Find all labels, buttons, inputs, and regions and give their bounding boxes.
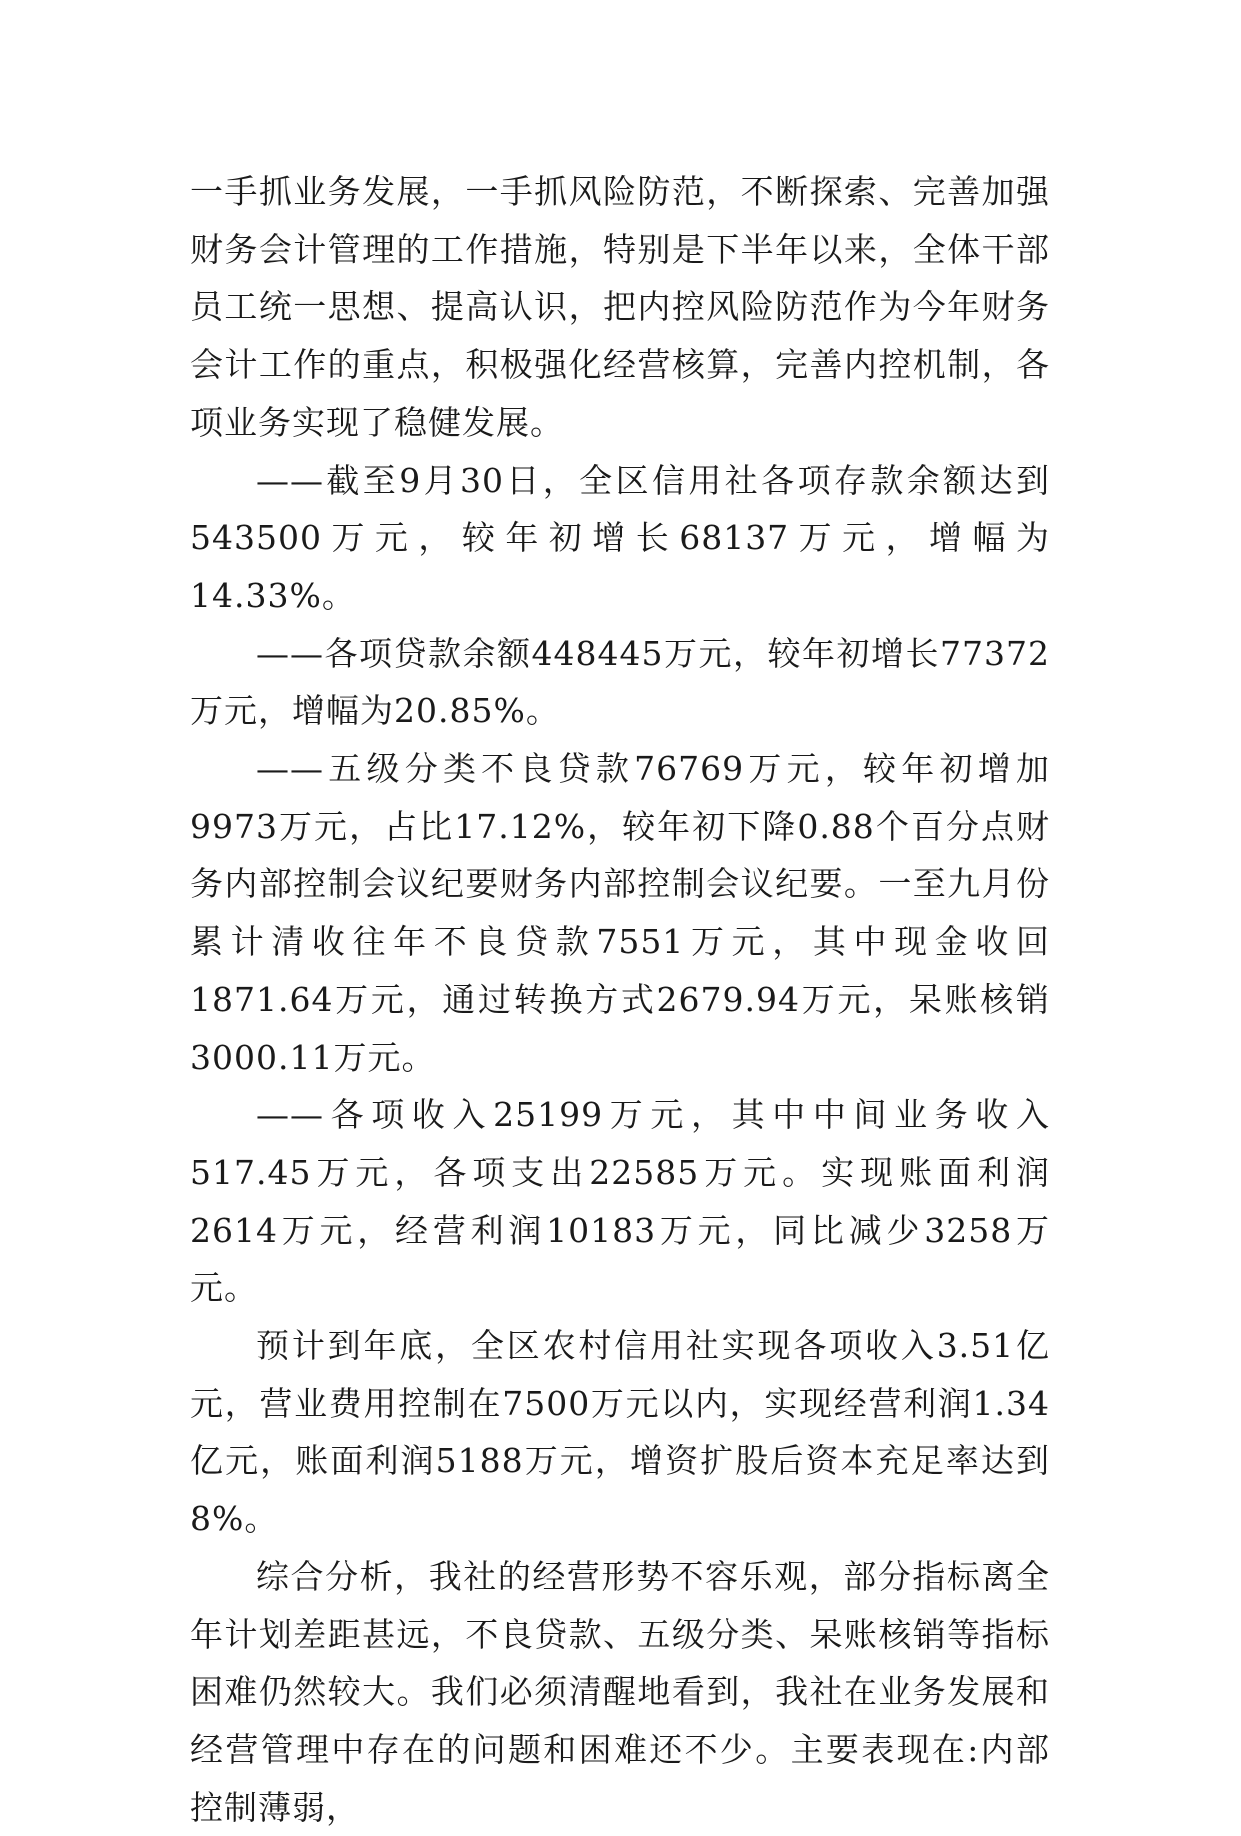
- paragraph-forecast: 预计到年底，全区农村信用社实现各项收入3.51亿元，营业费用控制在7500万元以内，实现经营利润1.34亿元，账面利润5188万元，增资扩股后资本充足率达到8%。: [190, 1326, 1050, 1539]
- document-body: [190, 163, 1050, 1836]
- paragraph-non-performing-loans: ——五级分类不良贷款76769万元，较年初增加9973万元，占比17.12%，较年初下降0.88个百分点财务内部控制会议纪要财务内部控制会议纪要。一至九月份累计清收往年不良贷款7551万元，其中现金收回1871.64万元，通过转换方式2679.94万元，呆账核销3000.11万元。: [190, 749, 1050, 1077]
- paragraph-analysis: 综合分析，我社的经营形势不容乐观，部分指标离全年计划差距甚远，不良贷款、五级分类、呆账核销等指标困难仍然较大。我们必须清醒地看到，我社在业务发展和经营管理中存在的问题和困难还不少。主要表现在:内部控制薄弱，: [190, 1556, 1050, 1827]
- paragraph-deposits: ——截至9月30日，全区信用社各项存款余额达到543500万元，较年初增长68137万元，增幅为14.33%。: [190, 460, 1050, 615]
- paragraph-income: ——各项收入25199万元，其中中间业务收入517.45万元，各项支出22585万元。实现账面利润2614万元，经营利润10183万元，同比减少3258万元。: [190, 1095, 1050, 1308]
- paragraph-continuation: 一手抓业务发展，一手抓风险防范，不断探索、完善加强财务会计管理的工作措施，特别是下半年以来，全体干部员工统一思想、提高认识，把内控风险防范作为今年财务会计工作的重点，积极强化经营核算，完善内控机制，各项业务实现了稳健发展。: [190, 172, 1050, 442]
- paragraph-loans: ——各项贷款余额448445万元，较年初增长77372万元，增幅为20.85%。: [190, 633, 1050, 731]
